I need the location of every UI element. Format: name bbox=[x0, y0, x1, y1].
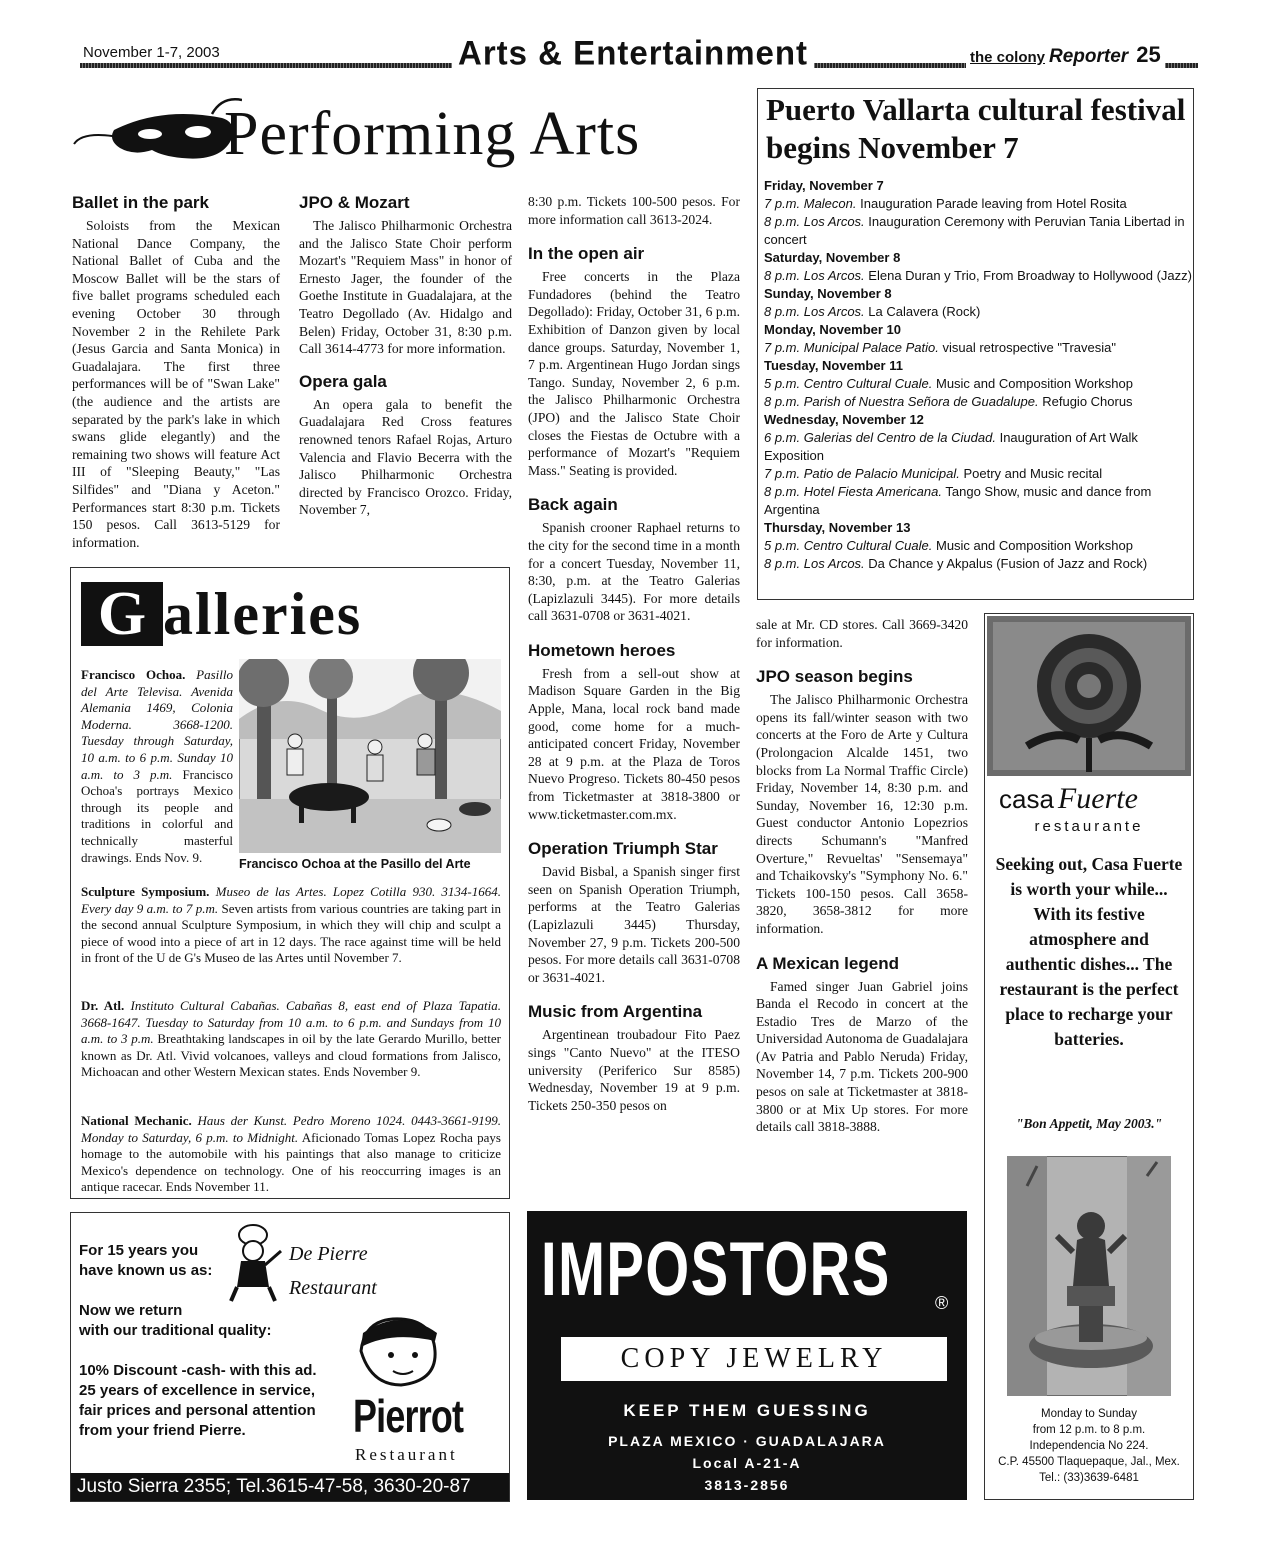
festival-event-place: 8 p.m. Los Arcos. bbox=[764, 304, 865, 319]
pierrot-ad-line7: fair prices and personal attention bbox=[79, 1402, 316, 1419]
casa-fuerte-logo bbox=[999, 782, 1189, 816]
masthead-page-number: 25 bbox=[1136, 42, 1161, 67]
impostors-ad bbox=[527, 1211, 967, 1500]
festival-event-desc: Inauguration Ceremony with Peruvian Tania Libertad in concert bbox=[764, 214, 1185, 247]
jpo-season-body: The Jalisco Philharmonic Orchestra opens its fall/winter season with two concerts at the Foro de Arte y Cultura (Prolongacion Alcalde 1451, two blocks from La Normal Traffic Circle) Friday, November 14, 8:30 p.m. and Sunday, November 16, 12:30 p.m. Guest conductor Antonio Lopezrios directs Schumann's "Manfred Overture," Revueltas' "Sensemaya" and Tchaikovsky's "Symphony No. 6." Tickets 100-150 pesos. Call 3658-3820, 3658-3812 for more information. bbox=[756, 692, 968, 936]
masthead-section: Arts & Entertainment bbox=[452, 35, 814, 71]
casa-fuerte-name-a: casa bbox=[999, 784, 1054, 814]
gallery-entry-dr-atl-name: Dr. Atl. bbox=[81, 998, 125, 1013]
masthead-paper-prefix: the colony bbox=[970, 49, 1046, 66]
casa-fuerte-contact bbox=[985, 1406, 1193, 1486]
festival-day-heading: Friday, November 7 bbox=[764, 178, 884, 193]
festival-event-place: 7 p.m. Malecon. bbox=[764, 196, 857, 211]
gallery-entry-sculpture-name: Sculpture Symposium. bbox=[81, 884, 210, 899]
casa-fuerte-hours2: from 12 p.m. to 8 p.m. bbox=[1032, 1424, 1146, 1436]
pierrot-ad-line6: 25 years of excellence in service, bbox=[79, 1382, 315, 1399]
rose-icon bbox=[987, 616, 1191, 776]
back-again-heading: Back again bbox=[528, 495, 618, 515]
pierrot-face-icon bbox=[351, 1311, 447, 1391]
impostors-slogan: KEEP THEM GUESSING bbox=[623, 1401, 871, 1420]
festival-event-place: 7 p.m. Patio de Palacio Municipal. bbox=[764, 466, 960, 481]
performing-arts-title: Performing Arts bbox=[224, 100, 641, 168]
casa-fuerte-hours: Monday to Sunday bbox=[1041, 1408, 1137, 1420]
festival-event bbox=[764, 555, 1192, 573]
festival-event-desc: La Calavera (Rock) bbox=[868, 304, 981, 319]
festival-event bbox=[764, 213, 1192, 249]
pierrot-logo: Pierrot bbox=[353, 1390, 464, 1442]
festival-event bbox=[764, 195, 1192, 213]
festival-event-place: 5 p.m. Centro Cultural Cuale. bbox=[764, 538, 933, 553]
hometown-heading: Hometown heroes bbox=[528, 640, 676, 660]
article-jpo-mozart bbox=[299, 193, 512, 358]
article-jpo-season bbox=[756, 667, 968, 937]
open-air-body: Free concerts in the Plaza Fundadores (behind the Teatro Degollado): Friday, October 31, 6 p.m. Exhibition of Danzon given by local dance groups. Saturday, November 1, 7 p.m. Argentinean Hugo Jordan sings Tango. Sunday, November 2, 6 p.m. the Jalisco Philharmonic Orchestra (JPO) and the Jalisco State Choir closes the Fiestas de Octubre with a performance of Mozart's "Requiem Mass." Seating is provided. bbox=[528, 269, 740, 478]
impostors-registered-mark: ® bbox=[935, 1293, 949, 1313]
festival-event-desc: Poetry and Music recital bbox=[963, 466, 1103, 481]
pierrot-ad-old-name-2: Restaurant bbox=[289, 1277, 377, 1299]
article-argentina-cont bbox=[756, 616, 968, 651]
ballet-body: Soloists from the Mexican National Dance Company, the National Ballet of Cuba and the Moscow Ballet will be the stars of five ballet programs scheduled each evening October 30 through November 2 in the Rehilete Park (Jesus Garcia and Santa Monica) in Guadalajara. The first three performances will be of "Swan Lake" (the audience and the artists are separated by the park's lake in which swans glide elegantly) and the remaining two shows will feature Act III of "Sleeping Beauty," "Las Silfides" and "Diana y Aceton." Performances start 8:30 p.m. Tickets 150 pesos. Call 3613-5129 for information. bbox=[72, 218, 280, 550]
legend-body: Famed singer Juan Gabriel joins Banda el Recodo in concert at the Estadio Tres de Marzo of the Universidad Autonoma de Guadalajara (Av Patria and Pablo Neruda) Friday, November 14, 7 p.m. Tickets 200-900 pesos on sale at Ticketmaster at 3818-3800 or at Mix Up stores. For more details call 3818-3888. bbox=[756, 978, 968, 1135]
galleries-box bbox=[70, 567, 510, 1199]
article-triumph bbox=[528, 839, 740, 986]
festival-event-place: 8 p.m. Los Arcos. bbox=[764, 268, 865, 283]
gallery-entry-ochoa-name: Francisco Ochoa. bbox=[81, 667, 186, 682]
pierrot-ad-line5: 10% Discount -cash- with this ad. bbox=[79, 1362, 317, 1379]
casa-fuerte-ad bbox=[984, 613, 1194, 1500]
column-three bbox=[528, 193, 740, 1124]
article-argentina bbox=[528, 1002, 740, 1114]
casa-fuerte-addr1: Independencia No 224. bbox=[1029, 1440, 1149, 1452]
opera-body: An opera gala to benefit the Guadalajara Red Cross features renowned tenors Rafael Rojas, Arturo Valencia and Flavio Becerra with the Jalisco Philharmonic Orchestra directed by Francisco Orozco. Friday, November 7, bbox=[299, 396, 512, 518]
festival-event bbox=[764, 537, 1192, 555]
article-hometown bbox=[528, 641, 740, 823]
festival-event-place: 7 p.m. Municipal Palace Patio. bbox=[764, 340, 939, 355]
impostors-phone: 3813-2856 bbox=[704, 1477, 790, 1493]
pierrot-ad-line1: For 15 years you bbox=[79, 1242, 199, 1259]
masthead-paper bbox=[966, 42, 1165, 68]
impostors-place: PLAZA MEXICO · GUADALAJARA bbox=[608, 1433, 886, 1449]
gallery-entry-mechanic-desc: Aficionado Tomas Lopez Rocha pays homage to the automobile with his paintings that also manage to criticize Mexico's dependence on technology. One of his reoccurring images is an antique racecar. Ends November 11. bbox=[81, 1129, 501, 1195]
gallery-entry-ochoa-desc: Francisco Ochoa's portrays Mexico through its people and traditions in colorful and technically masterful drawings. Ends Nov. 9. bbox=[81, 766, 233, 865]
triumph-body: David Bisbal, a Spanish singer first seen on Spanish Operation Triumph, performs at the Teatro Galerias (Lapizlazuli 3445) Thursday, November 27, 9 p.m. Tickets 200-500 pesos. For more details call 3631-0708 or 3631-4021. bbox=[528, 864, 740, 985]
gallery-entry-mechanic-venue: Haus der Kunst. Pedro Moreno 1024. 0443-3661-9199. Monday to Saturday, 6 p.m. to Midnight. bbox=[81, 1113, 502, 1145]
column-jpo bbox=[299, 193, 512, 529]
jpo-mozart-body: The Jalisco Philharmonic Orchestra and the Jalisco State Choir perform Mozart's "Requiem Mass" in honor of Ernesto Jager, the founder of the Goethe Institute in Guadalajara, at the Teatro Degollado (Av. Hidalgo and Belen) Friday, October 31, 8:30 p.m. Call 3614-4773 for more information. bbox=[299, 218, 512, 357]
festival-day-heading: Monday, November 10 bbox=[764, 322, 902, 337]
casa-fuerte-fountain-image bbox=[1007, 1156, 1171, 1396]
gallery-entry-dr-atl bbox=[81, 998, 501, 1081]
impostors-name: IMPOSTORS bbox=[541, 1227, 891, 1312]
festival-day-heading: Sunday, November 8 bbox=[764, 286, 892, 301]
gallery-entry-sculpture-desc: Seven artists from various countries are taking part in the second annual Sculpture Symposium, in which they will chip and sculpt a piece of wood into a piece of art in 12 days. The race against time will be held in front of the U de G's Museo de las Artes until November 7. bbox=[81, 900, 502, 966]
festival-event-desc: visual retrospective "Travesia" bbox=[942, 340, 1116, 355]
festival-event bbox=[764, 267, 1192, 285]
casa-fuerte-sub: restaurante bbox=[1034, 818, 1144, 835]
article-opera bbox=[299, 372, 512, 519]
festival-event-place: 8 p.m. Los Arcos. bbox=[764, 214, 865, 229]
hometown-body: Fresh from a sell-out show at Madison Square Garden in the Big Apple, Mana, local rock band made good, come home for a much-anticipated concert Friday, November 28 at 9 p.m. at the Plaza de Toros Nuevo Progreso. Tickets 80-450 pesos from Ticketmaster at 3818-3800 or www.ticketmaster.com.mx. bbox=[528, 665, 740, 822]
ballet-heading: Ballet in the park bbox=[72, 193, 209, 212]
festival-day-heading: Wednesday, November 12 bbox=[764, 412, 924, 427]
festival-day-heading: Saturday, November 8 bbox=[764, 250, 901, 265]
masthead-paper-name: Reporter bbox=[1049, 46, 1129, 67]
festival-event-desc: Music and Composition Workshop bbox=[935, 538, 1133, 553]
article-opera-cont bbox=[528, 193, 740, 228]
festival-event-place: 8 p.m. Hotel Fiesta Americana. bbox=[764, 484, 942, 499]
festival-event bbox=[764, 429, 1192, 465]
festival-event-desc: Inauguration of Art Walk Exposition bbox=[764, 430, 1138, 463]
pierrot-ad-line8: from your friend Pierre. bbox=[79, 1422, 246, 1439]
argentina-cont-body: sale at Mr. CD stores. Call 3669-3420 for information. bbox=[756, 617, 968, 650]
festival-event-place: 6 p.m. Galerias del Centro de la Ciudad. bbox=[764, 430, 996, 445]
gallery-entry-sculpture bbox=[81, 884, 501, 967]
festival-event-desc: Music and Composition Workshop bbox=[935, 376, 1133, 391]
casa-fuerte-addr2: C.P. 45500 Tlaquepaque, Jal., Mex. bbox=[998, 1456, 1180, 1468]
article-legend bbox=[756, 954, 968, 1136]
galleries-title-initial: G bbox=[81, 582, 163, 646]
pierrot-ad-line4: with our traditional quality: bbox=[79, 1322, 272, 1339]
triumph-heading: Operation Triumph Star bbox=[528, 839, 718, 859]
festival-event bbox=[764, 339, 1192, 357]
festival-day-heading: Tuesday, November 11 bbox=[764, 358, 903, 373]
festival-event-desc: Tango Show, music and dance from Argentina bbox=[764, 484, 1152, 517]
casa-fuerte-tel: Tel.: (33)3639-6481 bbox=[1039, 1472, 1139, 1484]
open-air-heading: In the open air bbox=[528, 244, 645, 264]
galleries-title-rest: alleries bbox=[163, 581, 363, 647]
column-four bbox=[756, 616, 968, 1146]
impostors-local: Local A-21-A bbox=[692, 1455, 802, 1471]
casa-fuerte-tagline: Seeking out, Casa Fuerte is worth your while... With its festive atmosphere and authentic dishes... The restaurant is the perfect place to recharge your batteries. bbox=[995, 854, 1183, 1049]
gallery-entry-mechanic bbox=[81, 1113, 501, 1196]
festival-event bbox=[764, 303, 1192, 321]
festival-day-list bbox=[764, 177, 1192, 573]
festival-event-place: 8 p.m. Los Arcos. bbox=[764, 556, 865, 571]
pierrot-ad-line2: have known us as: bbox=[79, 1262, 213, 1279]
column-ballet bbox=[72, 193, 280, 561]
pierrot-ad bbox=[70, 1212, 510, 1502]
jpo-mozart-heading: JPO & Mozart bbox=[299, 193, 410, 212]
galleries-title bbox=[81, 582, 362, 646]
festival-event-place: 5 p.m. Centro Cultural Cuale. bbox=[764, 376, 933, 391]
pierrot-ad-body bbox=[79, 1301, 317, 1441]
gallery-entry-dr-atl-venue: Instituto Cultural Cabañas. Cabañas 8, east end of Plaza Tapatia. 3668-1647. Tuesday to Saturday from 10 a.m. to 6 p.m. and Sundays from 10 a.m. to 3 p.m. bbox=[81, 998, 502, 1047]
jpo-season-heading: JPO season begins bbox=[756, 667, 913, 687]
article-back-again bbox=[528, 495, 740, 625]
festival-event-place: 8 p.m. Parish of Nuestra Señora de Guadalupe. bbox=[764, 394, 1039, 409]
festival-event-desc: Elena Duran y Trio, From Broadway to Hollywood (Jazz) bbox=[868, 268, 1192, 283]
pierrot-logo-sub: Restaurant bbox=[355, 1445, 458, 1464]
chef-icon bbox=[223, 1221, 287, 1305]
opera-cont-body: 8:30 p.m. Tickets 100-500 pesos. For more information call 3613-2024. bbox=[528, 194, 740, 227]
festival-box bbox=[757, 88, 1194, 600]
legend-heading: A Mexican legend bbox=[756, 953, 899, 973]
opera-heading: Opera gala bbox=[299, 371, 387, 391]
festival-event-desc: Inauguration Parade leaving from Hotel Rosita bbox=[860, 196, 1127, 211]
festival-event bbox=[764, 393, 1192, 411]
pierrot-ad-footer: Justo Sierra 2355; Tel.3615-47-58, 3630-20-87 bbox=[71, 1473, 509, 1501]
casa-fuerte-name-b: Fuerte bbox=[1057, 782, 1138, 815]
festival-day-heading: Thursday, November 13 bbox=[764, 520, 911, 535]
impostors-subtitle: COPY JEWELRY bbox=[561, 1337, 947, 1381]
festival-title: Puerto Vallarta cultural festival begins November 7 bbox=[766, 92, 1186, 165]
gallery-entry-sculpture-venue: Museo de las Artes. Lopez Cotilla 930. 3134-1664. Every day 9 a.m. to 7 p.m. bbox=[81, 884, 502, 916]
gallery-painting-image bbox=[239, 659, 501, 853]
argentina-body: Argentinean troubadour Fito Paez sings "Canto Nuevo" at the ITESO university (Periferico Sur 8585) Wednesday, November 19 at 9 p.m. Tickets 250-350 pesos on bbox=[528, 1027, 740, 1113]
gallery-entry-ochoa bbox=[81, 667, 233, 866]
masthead-date: November 1-7, 2003 bbox=[83, 44, 220, 61]
festival-schedule bbox=[764, 177, 1192, 573]
festival-event-desc: Da Chance y Akpalus (Fusion of Jazz and Rock) bbox=[868, 556, 1148, 571]
argentina-heading: Music from Argentina bbox=[528, 1002, 703, 1022]
festival-event bbox=[764, 465, 1192, 483]
pierrot-ad-line3: Now we return bbox=[79, 1302, 183, 1319]
article-open-air bbox=[528, 244, 740, 479]
article-ballet bbox=[72, 193, 280, 551]
casa-fuerte-quote: "Bon Appetit, May 2003." bbox=[1015, 1116, 1163, 1131]
festival-event bbox=[764, 375, 1192, 393]
back-again-body: Spanish crooner Raphael returns to the city for the second time in a month for a concert Tuesday, November 11, 8:30, p.m. at the Teatro Galerias (Lapizlazuli 3445). For more details call 3631-0708 or 3631-4021. bbox=[528, 520, 740, 624]
festival-event bbox=[764, 483, 1192, 519]
gallery-entry-dr-atl-desc: Breathtaking landscapes in oil by the late Gerardo Murillo, better known as Dr. Atl. Vivid volcanoes, valleys and cloud formations from Jalisco, Michoacan and other Western Mexican states. Ends November 9. bbox=[81, 1031, 502, 1080]
pierrot-ad-intro bbox=[79, 1241, 212, 1281]
festival-event-desc: Refugio Chorus bbox=[1042, 394, 1133, 409]
gallery-photo-caption: Francisco Ochoa at the Pasillo del Arte bbox=[239, 857, 471, 871]
mask-icon bbox=[72, 92, 242, 172]
gallery-entry-mechanic-name: National Mechanic. bbox=[81, 1113, 192, 1128]
gallery-entry-ochoa-venue: Pasillo del Arte Televisa. Avenida Alemania 1469, Colonia Moderna. 3668-1200. Tuesday through Saturday, 10 a.m. to 6 p.m. Sunday 10 a.m. to 3 p.m. bbox=[81, 667, 234, 782]
pierrot-ad-old-name-1: De Pierre bbox=[289, 1243, 368, 1265]
